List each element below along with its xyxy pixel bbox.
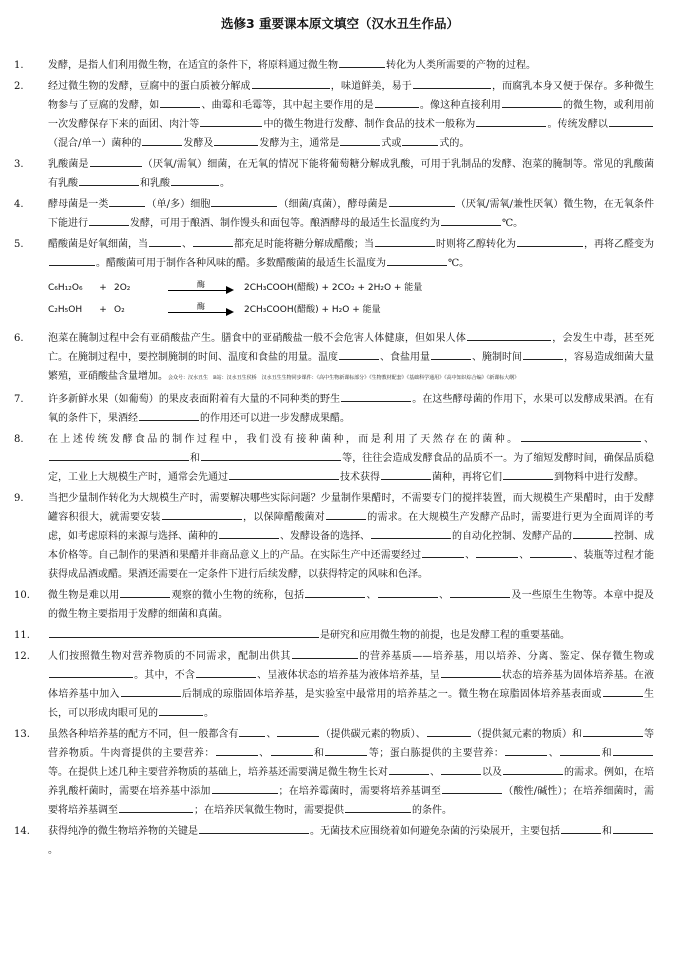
fill-blank[interactable]	[109, 196, 145, 207]
fill-blank[interactable]	[573, 528, 613, 539]
text-segment: ，会发生中毒，甚至死亡。在腌制过程中，要控制腌制的时间、温度和食盐的用量。温度	[48, 333, 655, 363]
fill-blank[interactable]	[402, 135, 438, 146]
fill-blank[interactable]	[431, 349, 471, 360]
fill-blank[interactable]	[196, 667, 256, 678]
fill-blank[interactable]	[381, 469, 431, 480]
fill-blank[interactable]	[530, 547, 572, 558]
text-segment: （单/多）细胞	[146, 199, 211, 210]
text-segment: （提供氮元素的物质）和	[471, 729, 582, 740]
reactant: C₆H₁₂O₆	[48, 282, 83, 293]
text-segment: 许多新鲜水果（如葡萄）的果皮表面附着有大量的不同种类的野生	[48, 394, 341, 405]
question-number: 7.	[14, 394, 24, 405]
reactant: O₂	[114, 304, 125, 315]
text-segment: 虽然各种培养基的配方不同，但一般都含有	[48, 729, 239, 740]
question-item	[14, 77, 654, 153]
catalyst-label: 酶	[197, 280, 205, 289]
text-segment: 发酵为主，通常是	[259, 138, 340, 149]
question-text	[48, 725, 654, 820]
fill-blank[interactable]	[292, 648, 358, 659]
text-segment: 等；蛋白胨提供的主要营养：	[368, 748, 505, 759]
question-text	[48, 586, 654, 624]
text-segment: ；在培养厌氧微生物时，需要提供	[194, 805, 344, 816]
plus-sign: +	[99, 304, 107, 315]
text-segment: （厌氧/需氧）细菌，在无氧的情况下能将葡萄糖分解成乳酸，可用于乳制品的发酵、泡菜的腌制等。常见的乳酸菌有乳酸	[48, 159, 655, 189]
text-segment: 和	[601, 748, 613, 759]
text-segment: 发酵及	[183, 138, 214, 149]
text-segment: 状态的培养基为固体培养基。在液体培养基中加入	[48, 670, 655, 700]
question-item	[14, 822, 654, 860]
catalyst-label: 酶	[197, 302, 205, 311]
fill-blank[interactable]	[422, 547, 464, 558]
text-segment: 获得纯净的微生物培养物的关键是	[48, 826, 198, 837]
text-segment: 中的微生物进行发酵、制作食品的技术一般称为	[263, 119, 476, 130]
text-segment: 。其中，不含	[134, 670, 196, 681]
question-item	[14, 235, 654, 273]
text-segment: 和乳酸	[140, 178, 170, 189]
question-number: 6.	[14, 333, 24, 344]
fill-blank[interactable]	[375, 236, 435, 247]
text-segment: 等，往往会造成发酵食品的品质不一。为了缩短发酵时间，确保品质稳定，工业上大规模生产时，通常会先通过	[48, 453, 655, 483]
text-segment: 经过微生物的发酵，豆腐中的蛋白质被分解成	[48, 81, 251, 92]
fill-blank[interactable]	[325, 745, 367, 756]
text-segment: 、	[465, 550, 476, 561]
question-text	[48, 626, 654, 645]
text-segment: 泡菜在腌制过程中会有亚硝酸盐产生。膳食中的亚硝酸盐一般不会危害人体健康，但如果人体	[48, 333, 467, 344]
text-segment: 是研究和应用微生物的前提，也是发酵工程的重要基础。	[320, 630, 570, 641]
fill-blank[interactable]	[389, 764, 429, 775]
text-segment: ，容易造成细菌大量繁殖，亚硝酸盐含量增加。	[48, 352, 654, 382]
fill-blank[interactable]	[387, 255, 447, 266]
question-text	[48, 647, 654, 723]
question-item	[14, 195, 654, 233]
text-segment: 、	[430, 767, 440, 778]
fill-blank[interactable]	[609, 116, 653, 127]
text-segment: 以及	[482, 767, 502, 778]
fill-blank[interactable]	[561, 823, 601, 834]
reaction-arrow	[168, 303, 234, 317]
fill-blank[interactable]	[49, 667, 133, 678]
fill-blank[interactable]	[219, 528, 279, 539]
text-segment: 微生物是难以用	[48, 590, 120, 601]
text-segment: ℃。	[448, 258, 470, 269]
fill-blank[interactable]	[326, 509, 366, 520]
chemical-equation	[48, 299, 654, 321]
fill-blank[interactable]	[119, 802, 193, 813]
text-segment: ，以保障醋酸菌对	[242, 512, 325, 523]
question-text	[48, 56, 654, 75]
text-segment: 的条件。	[412, 805, 452, 816]
question-number: 2.	[14, 81, 24, 92]
fill-blank[interactable]	[603, 686, 643, 697]
text-segment: 都充足时能将糖分解成醋酸；当	[234, 239, 374, 250]
fill-blank[interactable]	[214, 135, 258, 146]
fill-blank[interactable]	[120, 587, 170, 598]
question-number: 14.	[14, 826, 30, 837]
text-segment: 控制、成本价格等。自己制作的果酒和果醋并非商品意义上的产品。在实际生产中还需要经过	[48, 531, 654, 561]
text-segment: 技术获得	[340, 472, 380, 483]
fill-blank[interactable]	[375, 97, 419, 108]
fill-blank[interactable]	[613, 745, 653, 756]
text-segment: 发酵，可用于酿酒、制作馒头和面包等。酿酒酵母的最适生长温度约为	[130, 218, 440, 229]
fill-blank[interactable]	[523, 349, 563, 360]
text-segment: 、	[519, 550, 530, 561]
question-item	[14, 56, 654, 75]
fill-blank[interactable]	[339, 57, 385, 68]
text-segment: 的作用还可以进一步发酵成果醋。	[200, 413, 350, 424]
fill-blank[interactable]	[49, 627, 319, 638]
fill-blank[interactable]	[89, 215, 129, 226]
fill-blank[interactable]	[378, 587, 438, 598]
fill-blank[interactable]	[517, 236, 583, 247]
question-item	[14, 329, 654, 388]
text-segment: （提供碳元素的物质）、	[320, 729, 426, 740]
fill-blank[interactable]	[229, 469, 339, 480]
question-number: 1.	[14, 60, 24, 71]
text-segment: 的营养基质——培养基，用以培养、分离、鉴定、保存微生物或	[358, 651, 655, 662]
reactant: C₂H₅OH	[48, 304, 83, 315]
text-segment: ，而腐乳本身又便于保存。多种微生物参与了豆腐的发酵，如	[48, 81, 655, 111]
arrow-line	[168, 312, 226, 313]
fill-blank[interactable]	[521, 431, 641, 442]
fill-blank[interactable]	[199, 823, 309, 834]
question-item	[14, 586, 654, 624]
reaction-arrow	[168, 281, 234, 295]
text-segment: 。	[48, 845, 58, 856]
fill-blank[interactable]	[193, 236, 233, 247]
text-segment: 、呈液体状态的培养基为液体培养基，呈	[257, 670, 440, 681]
text-segment: ，再将乙醛变为	[584, 239, 654, 250]
text-segment: 。	[204, 708, 214, 719]
fill-blank[interactable]	[413, 78, 491, 89]
question-text	[48, 430, 654, 487]
question-text	[48, 235, 654, 273]
text-segment: 。像这种直接利用	[419, 100, 501, 111]
question-text	[48, 822, 654, 860]
question-item	[14, 626, 654, 645]
fill-blank[interactable]	[277, 726, 319, 737]
fill-blank[interactable]	[200, 116, 262, 127]
fill-blank[interactable]	[441, 215, 501, 226]
text-segment: （酸性/碱性）；在培养细菌时，需要将培养基调至	[48, 786, 655, 816]
text-segment: 的需求。例如，在培养乳酸杆菌时，需要在培养基中添加	[48, 767, 654, 797]
fill-blank[interactable]	[305, 587, 365, 598]
fill-blank[interactable]	[441, 667, 501, 678]
fill-blank[interactable]	[505, 745, 547, 756]
text-segment: 、	[438, 590, 450, 601]
text-segment: （细菌/真菌），酵母菌是	[278, 199, 388, 210]
fill-blank[interactable]	[159, 705, 203, 716]
product: 2CH₃COOH(醋酸) + 2CO₂ + 2H₂O + 能量	[244, 282, 423, 293]
text-segment: （厌氧/需氧/兼性厌氧）微生物，在无氧条件下能进行	[48, 199, 654, 229]
text-segment: 、	[258, 748, 270, 759]
fill-blank[interactable]	[211, 196, 277, 207]
fill-blank[interactable]	[442, 783, 502, 794]
text-segment: 、装瓶等过程才能获得成品酒或醋。果酒还需要在一定条件下进行后续发酵，以获得特定的风味和色泽。	[48, 550, 655, 580]
text-segment: 。在这些酵母菌的作用下，水果可以发酵成果酒。在有氧的条件下，果酒经	[48, 394, 655, 424]
reactant: 2O₂	[114, 282, 131, 293]
question-text	[48, 155, 654, 193]
fill-blank[interactable]	[371, 528, 451, 539]
arrow-line	[168, 290, 226, 291]
text-segment: 生长，可以形成肉眼可见的	[48, 689, 655, 719]
fill-blank[interactable]	[441, 764, 481, 775]
question-text	[48, 195, 654, 233]
text-segment: 醋酸菌是好氧细菌，当	[48, 239, 148, 250]
text-segment: 及一些原生生物等。本章中提及的微生物主要指用于发酵的细菌和真菌。	[48, 590, 655, 620]
question-number: 12.	[14, 651, 30, 662]
fill-blank[interactable]	[139, 410, 199, 421]
question-number: 8.	[14, 434, 24, 445]
text-segment: 、腌制时间	[472, 352, 522, 363]
fill-blank[interactable]	[271, 745, 313, 756]
question-item	[14, 647, 654, 723]
question-number: 11.	[14, 630, 30, 641]
text-segment: 酵母菌是一类	[48, 199, 109, 210]
fill-blank[interactable]	[79, 175, 139, 186]
question-number: 10.	[14, 590, 30, 601]
fill-blank[interactable]	[216, 745, 258, 756]
text-segment: 。醋酸菌可用于制作各种风味的醋。多数醋酸菌的最适生长温度为	[96, 258, 386, 269]
chemical-equation	[48, 277, 654, 299]
fill-blank[interactable]	[503, 469, 553, 480]
fill-blank[interactable]	[339, 349, 379, 360]
fill-blank[interactable]	[450, 587, 510, 598]
text-segment: （混合/单一）菌种的	[48, 138, 142, 149]
equation-block	[48, 277, 654, 321]
watermark-text: 会众号：汉水丑生 B站：汉水丑生侯桥 汉水丑生生物同步课件：《高中生物新课标部分》《生物教材配套》《基础科学通用》《高中知识综合编》《新课标大纲》	[168, 375, 520, 381]
text-segment: 后制成的琼脂固体培养基，是实验室中最常用的培养基之一。微生物在琼脂固体培养基表面或	[181, 689, 602, 700]
question-item	[14, 725, 654, 820]
fill-blank[interactable]	[427, 726, 471, 737]
text-segment: 和	[313, 748, 325, 759]
fill-blank[interactable]	[467, 330, 551, 341]
fill-blank[interactable]	[583, 726, 643, 737]
fill-blank[interactable]	[201, 450, 341, 461]
fill-blank[interactable]	[212, 783, 278, 794]
fill-blank[interactable]	[341, 391, 411, 402]
text-segment: 、	[641, 434, 655, 445]
text-segment: 、	[266, 729, 277, 740]
text-segment: 观察的微小生物的统称，包括	[171, 590, 305, 601]
question-number: 9.	[14, 493, 24, 504]
arrow-head-icon	[226, 286, 234, 294]
text-segment: 菌种，再将它们	[432, 472, 502, 483]
fill-blank[interactable]	[149, 236, 181, 247]
fill-blank[interactable]	[90, 156, 142, 167]
text-segment: 人们按照微生物对营养物质的不同需求，配制出供其	[48, 651, 291, 662]
text-segment: 、曲霉和毛霉等，其中起主要作用的是	[201, 100, 374, 111]
question-number: 4.	[14, 199, 24, 210]
fill-blank[interactable]	[502, 97, 562, 108]
fill-blank[interactable]	[121, 686, 181, 697]
question-number: 3.	[14, 159, 24, 170]
fill-blank[interactable]	[345, 802, 411, 813]
question-text	[48, 329, 654, 388]
question-item	[14, 489, 654, 584]
fill-blank[interactable]	[389, 196, 455, 207]
text-segment: 式或	[381, 138, 402, 149]
fill-blank[interactable]	[49, 255, 95, 266]
text-segment: 式的。	[439, 138, 470, 149]
text-segment: 。无菌技术应围绕着如何避免杂菌的污染展开，主要包括	[310, 826, 560, 837]
text-segment: 、	[548, 748, 560, 759]
fill-blank[interactable]	[252, 78, 330, 89]
text-segment: 等营养物质。牛肉膏提供的主要营养：	[48, 729, 655, 759]
fill-blank[interactable]	[239, 726, 265, 737]
question-text	[48, 390, 654, 428]
text-segment: 。传统发酵以	[547, 119, 609, 130]
text-segment: 当把少量制作转化为大规模生产时，需要解决哪些实际问题？少量制作果醋时，不需要专门的搅拌装置，而大规模生产果醋时，由于发酵罐容积很大，就需要安装	[48, 493, 654, 523]
question-item	[14, 155, 654, 193]
text-segment: 的需求。在大规模生产发酵产品时，需要进行更为全面周详的考虑，如考虑原料的来源与选择、菌种的	[48, 512, 654, 542]
text-segment: 、食盐用量	[380, 352, 430, 363]
text-segment: 到物料中进行发酵。	[554, 472, 644, 483]
product: 2CH₃COOH(醋酸) + H₂O + 能量	[244, 304, 381, 315]
question-list	[14, 56, 654, 862]
text-segment: 在上述传统发酵食品的制作过程中，我们没有接种菌种，而是利用了天然存在的菌种。	[48, 434, 520, 445]
text-segment: ，味道鲜美，易于	[330, 81, 412, 92]
text-segment: ℃。	[502, 218, 524, 229]
fill-blank[interactable]	[49, 450, 189, 461]
question-number: 13.	[14, 729, 30, 740]
question-text	[48, 489, 654, 584]
text-segment: 和	[602, 826, 612, 837]
fill-blank[interactable]	[142, 135, 182, 146]
text-segment: 的微生物，或利用前一次发酵保存下来的面团、肉汁等	[48, 100, 655, 130]
text-segment: 、发酵设备的选择、	[280, 531, 370, 542]
text-segment: 、	[182, 239, 192, 250]
text-segment: 时则将乙醇转化为	[436, 239, 516, 250]
fill-blank[interactable]	[560, 745, 600, 756]
question-item	[14, 390, 654, 428]
arrow-head-icon	[226, 308, 234, 316]
text-segment: 的自动化控制、发酵产品的	[452, 531, 572, 542]
plus-sign: +	[99, 282, 107, 293]
text-segment: 和	[190, 453, 201, 464]
fill-blank[interactable]	[613, 823, 653, 834]
page-title: 选修3 重要课本原文填空（汉水丑生作品）	[220, 16, 460, 31]
text-segment: 、	[366, 590, 377, 601]
question-item	[14, 430, 654, 487]
text-segment: 等。在提供上述几种主要营养物质的基础上，培养基还需要满足微生物生长对	[48, 767, 388, 778]
text-segment: 乳酸菌是	[48, 159, 89, 170]
fill-blank[interactable]	[476, 116, 546, 127]
fill-blank[interactable]	[162, 509, 242, 520]
fill-blank[interactable]	[503, 764, 563, 775]
fill-blank[interactable]	[171, 175, 219, 186]
fill-blank[interactable]	[340, 135, 380, 146]
question-text	[48, 77, 654, 153]
text-segment: 转化为人类所需要的产物的过程。	[386, 60, 536, 71]
fill-blank[interactable]	[476, 547, 518, 558]
question-number: 5.	[14, 239, 24, 250]
text-segment: 发酵，是指人们利用微生物，在适宜的条件下，将原料通过微生物	[48, 60, 338, 71]
text-segment: ；在培养霉菌时，需要将培养基调至	[278, 786, 442, 797]
fill-blank[interactable]	[160, 97, 200, 108]
text-segment: 。	[220, 178, 230, 189]
